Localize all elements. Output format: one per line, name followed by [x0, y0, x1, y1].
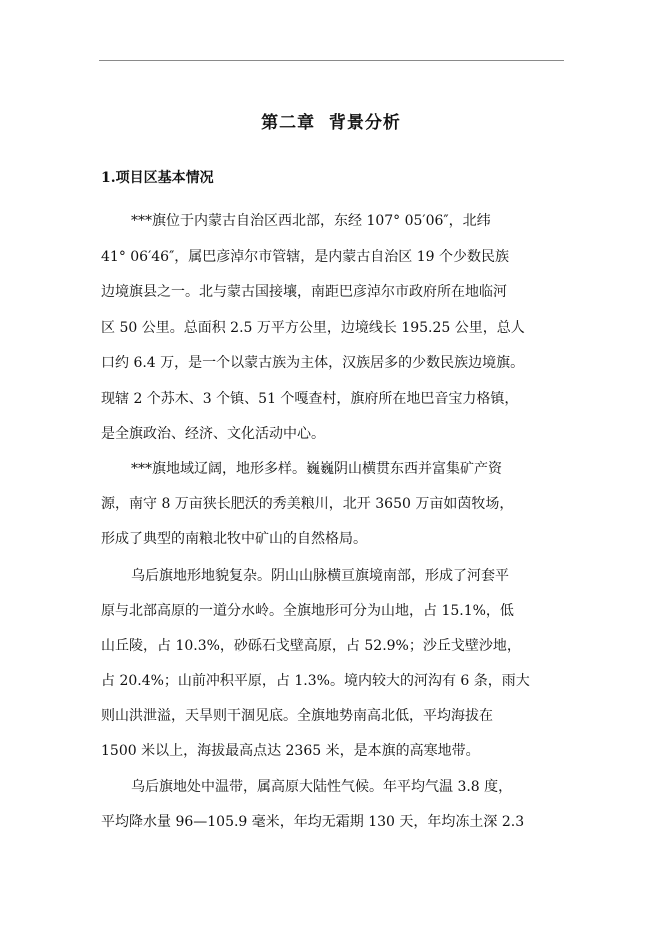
text-line: 1500 米以上，海拔最高点达 2365 米，是本旗的高寒地带。 — [101, 743, 480, 759]
text-line: 现辖 2 个苏木、3 个镇、51 个嘎查村，旗府所在地巴音宝力格镇， — [101, 391, 519, 407]
text-line: 则山洪泄溢，天旱则干涸见底。全旗地势南高北低，平均海拔在 — [101, 708, 493, 724]
text-line: 源，南守 8 万亩狭长肥沃的秀美粮川，北开 3650 万亩如茵牧场， — [101, 496, 514, 512]
text-line: 41° 06′46″，属巴彦淖尔市管辖，是内蒙古自治区 19 个少数民族 — [101, 249, 510, 265]
text-line: 乌后旗地形地貌复杂。阴山山脉横亘旗境南部，形成了河套平 — [131, 568, 509, 584]
text-line: 区 50 公里。总面积 2.5 万平方公里，边境线长 195.25 公里，总人 — [101, 320, 525, 336]
text-line: 山丘陵，占 10.3%，砂砾石戈壁高原，占 52.9%；沙丘戈壁沙地， — [101, 638, 521, 654]
text-line: 平均降水量 96—105.9 毫米，年均无霜期 130 天，年均冻土深 2.3 — [101, 814, 525, 830]
text-line: 边境旗县之一。北与蒙古国接壤，南距巴彦淖尔市政府所在地临河 — [101, 284, 507, 300]
text-line: 是全旗政治、经济、文化活动中心。 — [101, 426, 325, 442]
text-line: 占 20.4%；山前冲积平原，占 1.3%。境内较大的河沟有 6 条，雨大 — [101, 673, 530, 689]
text-line: 口约 6.4 万，是一个以蒙古族为主体，汉族居多的少数民族边境旗。 — [101, 355, 525, 371]
text-line: 形成了典型的南粮北牧中矿山的自然格局。 — [101, 531, 367, 547]
text-line: 原与北部高原的一道分水岭。全旗地形可分为山地，占 15.1%，低 — [101, 603, 514, 619]
text-line: ***旗地域辽阔，地形多样。巍巍阴山横贯东西并富集矿产资 — [131, 461, 502, 477]
header-rule — [99, 60, 564, 61]
chapter-title: 第二章 背景分析 — [261, 113, 401, 133]
text-line: 乌后旗地处中温带，属高原大陆性气候。年平均气温 3.8 度， — [131, 779, 513, 795]
section-heading: 1.项目区基本情况 — [101, 170, 214, 186]
text-line: ***旗位于内蒙古自治区西北部，东经 107° 05′06″，北纬 — [131, 213, 491, 229]
